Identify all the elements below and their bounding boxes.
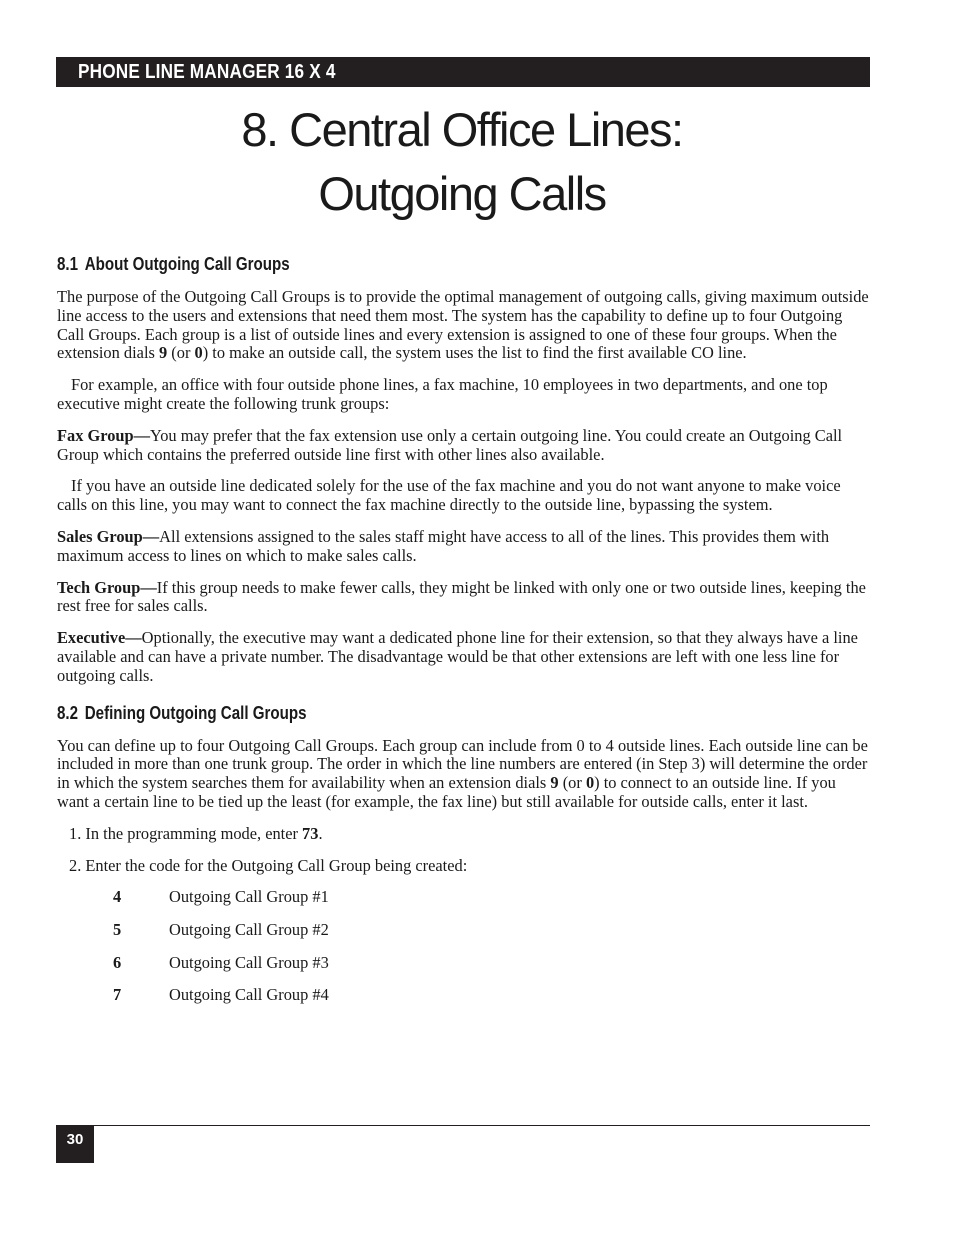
chapter-title-line-1: 8. Central Office Lines: xyxy=(241,103,683,156)
running-header-title: PHONE LINE MANAGER 16 X 4 xyxy=(78,61,336,83)
text-run: You may prefer that the fax extension use only a certain outgoing line. You could create an Outgoing Call Group which contains the preferred outside line first with other lines also available. xyxy=(57,425,843,464)
section-heading-8-1 xyxy=(57,250,739,278)
chapter-title-line-2: Outgoing Calls xyxy=(318,167,606,220)
code-label: Outgoing Call Group #2 xyxy=(169,919,329,939)
code-key: 5 xyxy=(113,919,122,939)
term-label: Fax Group— xyxy=(57,425,151,445)
step-2: 2. Enter the code for the Outgoing Call Group being created: xyxy=(69,855,468,875)
paragraph-executive xyxy=(57,629,869,685)
code-key: 6 xyxy=(113,952,122,972)
term-label: Sales Group— xyxy=(57,526,160,546)
code-row xyxy=(113,954,869,987)
code-table xyxy=(113,888,869,1018)
code-label: Outgoing Call Group #3 xyxy=(169,952,329,972)
text-run: All extensions assigned to the sales staff might have access to all of the lines. This provides them with maximum access to lines on which to make sales calls. xyxy=(57,526,830,565)
section-heading-8-2 xyxy=(57,699,739,727)
code-row xyxy=(113,921,869,954)
paragraph-fax-note: If you have an outside line dedicated solely for the use of the fax machine and you do not want anyone to make voice calls on this line, you may want to connect the fax machine directly to the outside line, bypassing the system. xyxy=(57,476,841,515)
text-run: You can define up to four Outgoing Call Groups. Each group can include from 0 to 4 outside lines. Each outside line can be included in more than one trunk group. The order in which the line numbers are entered (in Step 3) will determine the order in which the system searches them for availability when an extension dials xyxy=(57,735,868,793)
chapter-title xyxy=(0,98,924,226)
bold-digit: 9 xyxy=(158,343,168,363)
text-run: 1. In the programming mode, enter xyxy=(69,823,303,843)
text-run: (or xyxy=(558,773,586,793)
paragraph-tech-group xyxy=(57,579,869,617)
paragraph-purpose xyxy=(57,288,869,363)
section-title: About Outgoing Call Groups xyxy=(84,254,290,274)
page-number-box xyxy=(56,1125,94,1163)
running-header xyxy=(56,57,870,87)
section-number: 8.2 xyxy=(57,702,79,723)
paragraph-example: For example, an office with four outside phone lines, a fax machine, 10 employees in two departments, and one top executive might create the following trunk groups: xyxy=(57,375,828,413)
bold-code: 73 xyxy=(302,823,319,843)
text-run: Optionally, the executive may want a dedicated phone line for their extension, so that they always have a line available and can have a private number. The disadvantage would be that other extensions are left with one less line for outgoing calls. xyxy=(57,628,858,685)
paragraph-sales-group xyxy=(57,528,869,566)
footer-rule xyxy=(56,1125,870,1126)
page-number: 30 xyxy=(66,1131,84,1148)
paragraph-defining xyxy=(57,737,869,812)
paragraph-fax-group xyxy=(57,427,869,465)
bold-digit: 0 xyxy=(585,773,595,793)
code-row xyxy=(113,986,869,1019)
text-run: . xyxy=(318,823,323,843)
code-key: 7 xyxy=(113,985,122,1005)
section-title: Defining Outgoing Call Groups xyxy=(84,702,307,723)
term-label: Tech Group— xyxy=(57,577,157,597)
text-run: If this group needs to make fewer calls, they might be linked with only one or two outside lines, keeping the rest free for sales calls. xyxy=(57,577,866,616)
code-label: Outgoing Call Group #4 xyxy=(169,985,329,1005)
page-body xyxy=(57,250,869,1019)
text-run: ) to connect to an outside line. If you want a certain line to be tied up the least (for example, the fax line) but still available for outside calls, enter it last. xyxy=(57,773,836,811)
step-1 xyxy=(69,825,869,844)
text-run: (or xyxy=(167,343,195,363)
section-number: 8.1 xyxy=(57,254,79,274)
code-row xyxy=(113,888,869,921)
bold-digit: 0 xyxy=(194,343,203,363)
code-label: Outgoing Call Group #1 xyxy=(169,887,329,907)
text-run: ) to make an outside call, the system uses the list to find the first available CO line. xyxy=(202,343,747,363)
term-label: Executive— xyxy=(57,628,142,648)
code-key: 4 xyxy=(113,887,122,907)
bold-digit: 9 xyxy=(550,773,559,793)
text-run: The purpose of the Outgoing Call Groups is to provide the optimal management of outgoing calls, giving maximum outside line access to the users and extensions that need them most. The system has the capability to define up to four Outgoing Call Groups. Each group is a list of outside lines and every extension is assigned to one of these four groups. When the extension dials xyxy=(57,287,869,363)
